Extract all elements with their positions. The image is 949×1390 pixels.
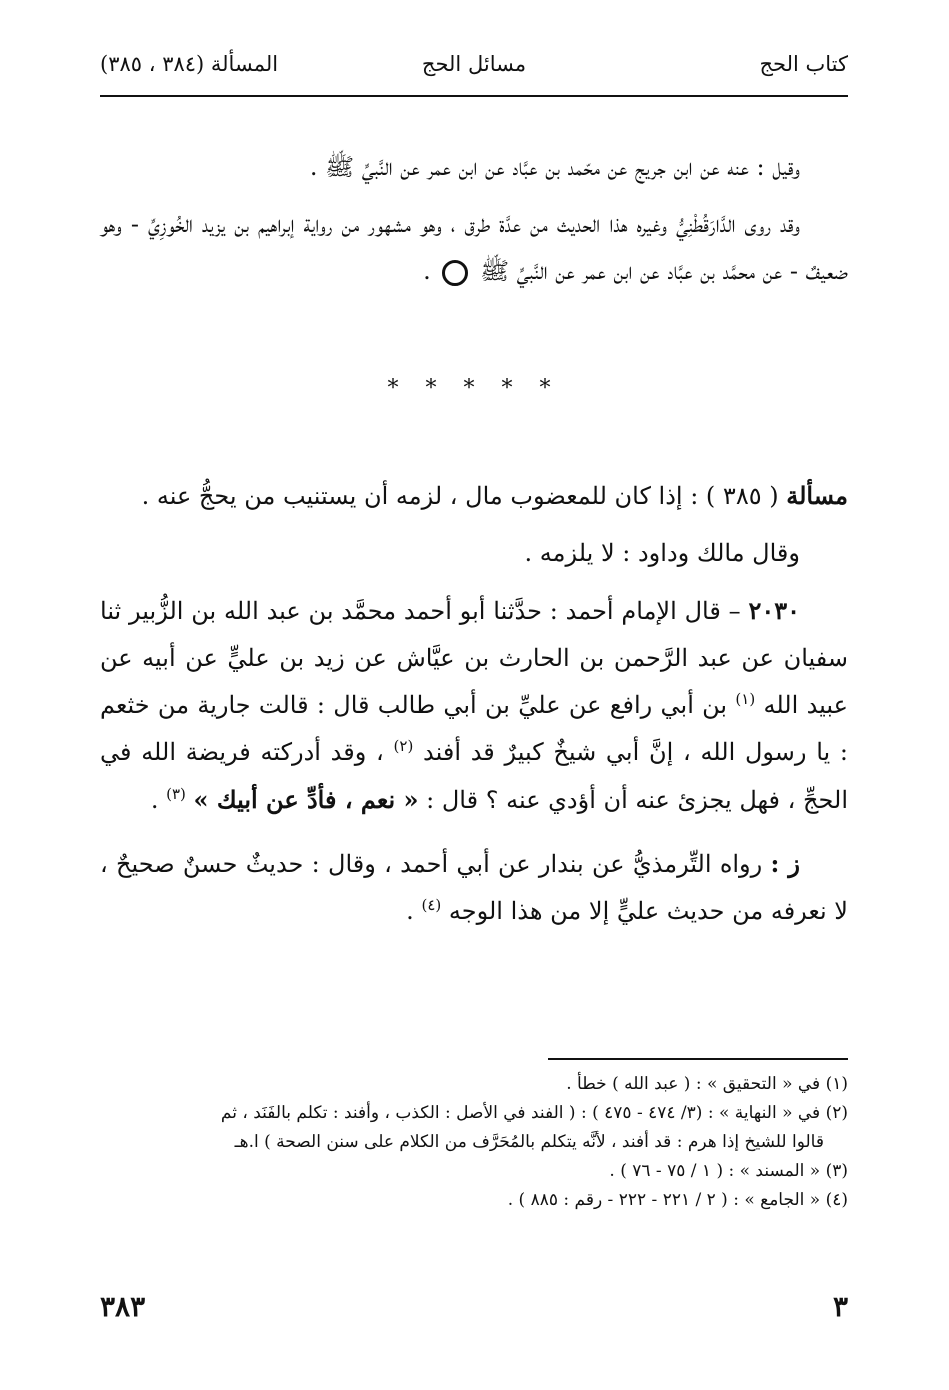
masala-number: ( ٣٨٥ ) [705,482,779,510]
tirmidhi-text: رواه التِّرمذيُّ عن بندار عن أبي أحمد ، وقال : حديثٌ حسنٌ صحيحٌ ، لا نعرفه من حديث عليٍّ إلا من هذا الوجه [100,850,848,925]
hadith-text-a: – قال الإمام أحمد : حدَّثنا أبو أحمد محمَّد بن عبد الله بن الزُّبير ثنا سفيان عن عبد الرَّحمن بن الحارث بن عيَّاش عن زيد بن عليٍّ عن أبيه عن عبيد الله [100,597,848,719]
footnote-ref-3: (٣) [166,785,186,803]
hadith-text-b: بن أبي رافع عن عليِّ بن أبي طالب قال : قالت جارية من خثعم : يا رسول الله ، إنَّ أبي شيخٌ كبيرٌ قد أفند [100,691,848,766]
footnote-ref-1: (١) [735,690,756,708]
paragraph-chain: وقيل : عنه عن ابن جريج عن محّمد بن عبَّاد عن ابن عمر عن النَّبيِّ ﷺ . [309,153,800,181]
footnotes [100,1058,848,1215]
hadith-paragraph [100,587,848,824]
footnote-list [100,1070,848,1215]
tirmidhi-paragraph [100,840,848,935]
masala-label: مسألة [786,481,848,510]
paragraph-daraqutni [100,201,848,295]
volume-number: ٣ [832,1290,848,1323]
hadith-quote: « نعم ، فأدِّ عن أبيك » [193,785,419,814]
hadith-end: . [150,786,159,814]
section-range: المسألة (٣٨٤ ، ٣٨٥) [100,52,279,76]
footnote-2: (٢) في « النهاية » : (٣/ ٤٧٤ - ٤٧٥ ) : ( الفند في الأصل : الكذب ، وأفند : تكلم بالفَنَد ، ثم [220,1103,848,1123]
end-circle-icon [442,260,468,286]
footnote-1: (١) في « التحقيق » : ( عبد الله ) خطأ . [566,1074,848,1094]
zay-marker: ز : [770,849,800,878]
hadith-text-c: ، وقد أدركته فريضة الله في الحجِّ ، فهل يجزئ عنه أن أؤدي عنه ؟ قال : [100,738,848,814]
footnote-4: (٤) « الجامع » : ( ٢ / ٢٢١ - ٢٢٢ - رقم : ٨٨٥ ) . [507,1190,848,1210]
running-head [100,52,848,92]
section-separator: * * * * * [387,376,561,401]
footnote-rule [548,1058,848,1060]
paragraph-malik: وقال مالك وداود : لا يلزمه . [524,539,800,567]
paragraph-daraqutni-end: . [423,257,431,285]
footnote-3: (٣) « المسند » : ( ١ / ٧٥ - ٧٦ ) . [609,1161,848,1181]
header-rule [100,95,848,97]
footnote-ref-4: (٤) [421,896,442,914]
book-title: كتاب الحج [759,52,848,76]
tirmidhi-end: . [406,897,414,925]
page-number: ٣٨٣ [100,1290,146,1323]
masala-text: : إذا كان للمعضوب مال ، لزمه أن يستنيب من يحجُّ عنه . [141,482,699,510]
footnote-ref-2: (٢) [393,737,414,755]
book-page [100,40,848,1360]
chapter-title: مسائل الحج [421,52,527,76]
footnote-2-continued: قالوا للشيخ إذا هرم : قد أفند ، لأنَّه يتكلم بالمُحَرَّف من الكلام على سنن الصحة ) ا.هـ [234,1132,824,1152]
paragraph-daraqutni-text: وقد روى الدَّارَقُطْنِيُّ وغيره هذا الحديث من عدَّة طرق ، وهو مشهور من رواية إبراهيم بن يزيد الخُوزِيِّ - وهو ضعيفٌ - عن محمَّد بن عبَّاد عن ابن عمر عن النَّبيِّ ﷺ [100,210,848,285]
main-text [100,144,848,935]
masala-heading [100,472,848,520]
hadith-number: ٢٠٣٠ [748,596,800,625]
